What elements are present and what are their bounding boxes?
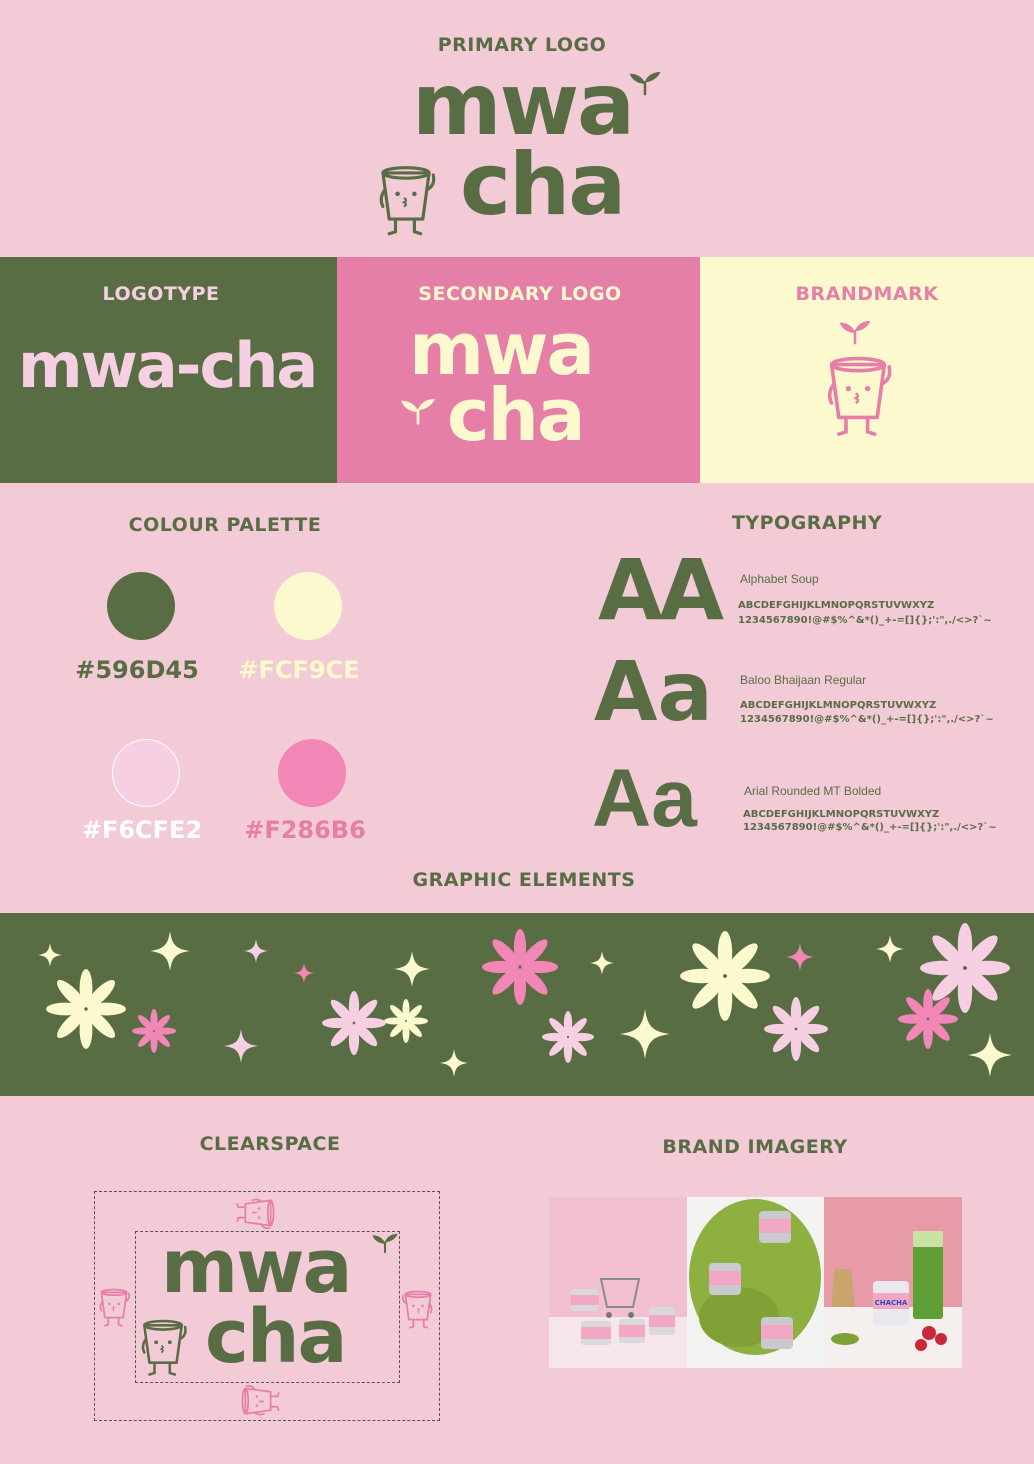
font-name-2: Baloo Bhaijaan Regular [740, 673, 867, 687]
strawberry-icon [935, 1333, 947, 1345]
brand-imagery-heading: BRAND IMAGERY [662, 1136, 848, 1158]
typography-heading: TYPOGRAPHY [731, 512, 883, 534]
sparkle-icon [294, 963, 314, 983]
primary-logo-line1: mwa [412, 55, 634, 155]
cup-mascot-icon [137, 1310, 189, 1378]
flower-icon [322, 991, 386, 1055]
leaf-icon [371, 1232, 399, 1254]
hex-pink: #F286B6 [244, 816, 366, 844]
swatch-light-pink [112, 739, 180, 807]
type-sample-3: Aa [592, 753, 697, 844]
font-upper-1: ABCDEFGHIJKLMNOPQRSTUVWXYZ [738, 600, 935, 611]
swatch-green [107, 572, 175, 640]
cup-mascot-icon [822, 343, 894, 439]
hex-green: #596D45 [75, 656, 199, 684]
graphic-elements-heading: GRAPHIC ELEMENTS [412, 869, 636, 891]
brand-imagery-collage [549, 1197, 962, 1368]
font-upper-3: ABCDEFGHIJKLMNOPQRSTUVWXYZ [743, 809, 940, 820]
brandmark-heading: BRANDMARK [795, 283, 939, 305]
sparkle-icon [244, 939, 268, 963]
secondary-logo-panel [337, 257, 700, 483]
logotype-heading: LOGOTYPE [102, 283, 220, 305]
swatch-cream [274, 572, 342, 640]
font-symbols-1: 1234567890!@#$%^&*()_+-=[]{};':",./<>?`~ [738, 615, 992, 626]
hex-light-pink: #F6CFE2 [81, 816, 203, 844]
font-symbols-3: 1234567890!@#$%^&*()_+-=[]{};':",./<>?`~ [743, 822, 997, 833]
brandmark-icon [96, 1282, 132, 1328]
font-name-3: Arial Rounded MT Bolded [744, 784, 882, 798]
secondary-logo-line2: cha [447, 373, 584, 457]
cup-mascot-icon [374, 154, 438, 238]
flower-icon [384, 999, 428, 1043]
sparkle-icon [440, 1049, 468, 1077]
sparkle-icon [786, 943, 814, 971]
sparkle-icon [590, 951, 614, 975]
flower-icon [920, 923, 1010, 1013]
brand-photos [549, 1197, 962, 1368]
tin-label: CHACHA [874, 1299, 908, 1307]
brandmark-icon [400, 1284, 436, 1330]
sparkle-icon [150, 931, 190, 971]
brandmark-icon [235, 1383, 281, 1419]
primary-logo-heading: PRIMARY LOGO [437, 34, 607, 56]
sparkle-icon [968, 1033, 1012, 1077]
leaf-icon [838, 319, 872, 345]
flower-icon [132, 1009, 176, 1053]
clearspace-logo-line1: mwa [161, 1224, 351, 1310]
flower-icon [542, 1011, 594, 1063]
strawberry-icon [922, 1326, 936, 1340]
leaf-icon [628, 70, 662, 96]
secondary-logo-heading: SECONDARY LOGO [418, 283, 622, 305]
primary-logo [370, 55, 670, 237]
clearspace-logo-line2: cha [205, 1294, 346, 1380]
clearspace-logo [135, 1226, 405, 1386]
flower-icon [46, 969, 126, 1049]
primary-logo-line2: cha [460, 135, 625, 235]
brandmark-panel [700, 257, 1034, 483]
flower-icon [482, 929, 558, 1005]
type-sample-1: AA [598, 541, 721, 639]
leaf-icon [399, 397, 437, 425]
sparkle-icon [224, 1029, 258, 1063]
flower-icon [898, 989, 958, 1049]
hex-cream: #FCF9CE [238, 656, 360, 684]
font-name-1: Alphabet Soup [740, 572, 819, 586]
sparkle-icon [38, 943, 62, 967]
logotype-panel [0, 257, 337, 483]
sparkle-icon [394, 951, 430, 987]
graphic-elements-pattern [0, 913, 1034, 1096]
font-upper-2: ABCDEFGHIJKLMNOPQRSTUVWXYZ [740, 700, 937, 711]
sparkle-icon [876, 935, 904, 963]
flower-icon [764, 997, 828, 1061]
strawberry-icon [915, 1339, 927, 1351]
brandmark-icon [235, 1195, 281, 1231]
colour-palette-heading: COLOUR PALETTE [128, 514, 322, 536]
sparkle-icon [620, 1009, 670, 1059]
flower-icon [680, 931, 770, 1021]
clearspace-heading: CLEARSPACE [199, 1133, 341, 1155]
graphic-elements-band [0, 913, 1034, 1096]
swatch-pink [278, 739, 346, 807]
font-symbols-2: 1234567890!@#$%^&*()_+-=[]{};':",./<>?`~ [740, 714, 994, 725]
whisk-icon [831, 1269, 855, 1307]
secondary-logo-line1: mwa [409, 307, 594, 391]
type-sample-2: Aa [594, 645, 713, 740]
logotype-wordmark: mwa-cha [18, 329, 317, 402]
